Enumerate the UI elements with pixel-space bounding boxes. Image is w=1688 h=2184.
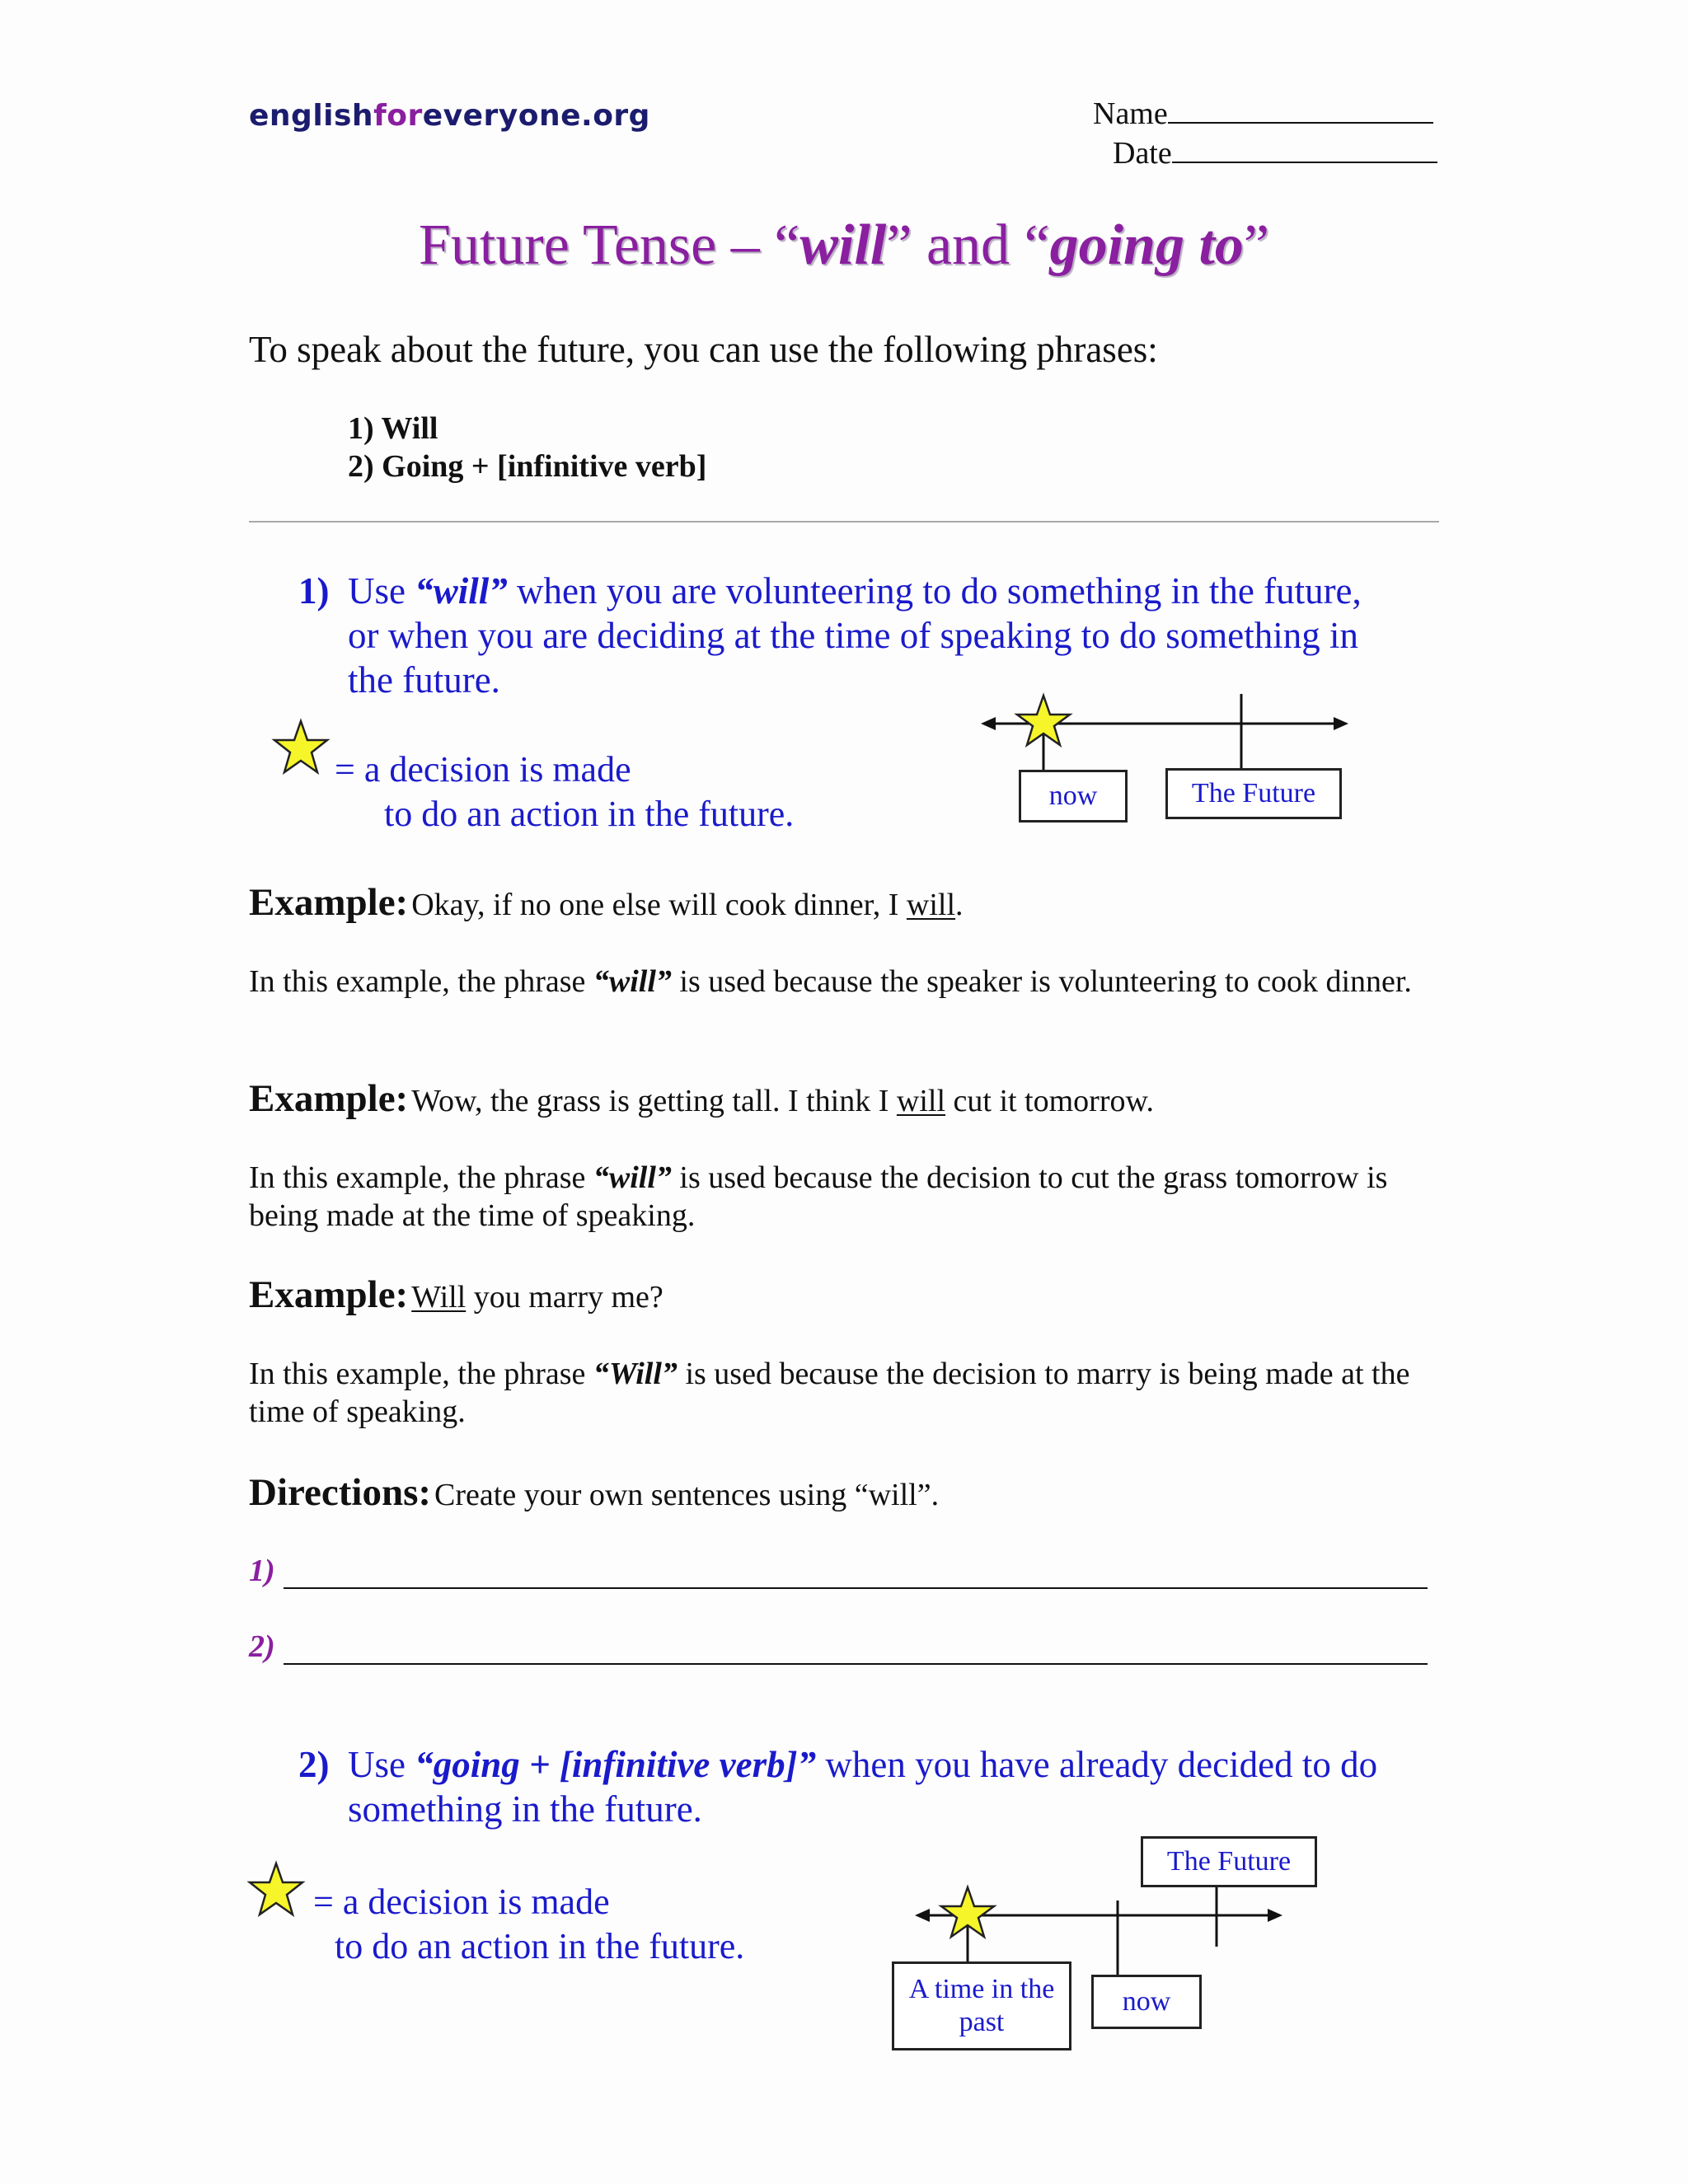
section2-rule-line2: something in the future. (348, 1788, 702, 1830)
section2-legend-line2: to do an action in the future. (335, 1926, 745, 1966)
answer-line-2[interactable] (284, 1663, 1428, 1665)
example-1-explanation: In this example, the phrase “will” is used because the speaker is volunteering to cook dinner. (249, 964, 1412, 999)
name-field[interactable] (1093, 96, 1433, 132)
divider (249, 521, 1439, 523)
date-field[interactable] (1113, 135, 1437, 171)
directions: Directions: Create your own sentences using “will”. (249, 1471, 940, 1514)
section1-rule-line3: the future. (348, 659, 500, 701)
timeline-box-now: now (1091, 1975, 1202, 2029)
date-blank[interactable] (1172, 137, 1437, 163)
timeline-box-now: now (1019, 770, 1128, 823)
intro-text: To speak about the future, you can use the following phrases: (249, 329, 1158, 370)
site-logo: englishforeveryone.org (249, 99, 650, 133)
section2-number: 2) (298, 1744, 330, 1785)
answer-number: 1) (249, 1554, 275, 1588)
section1-legend-line1: = a decision is made (335, 749, 631, 790)
example-3: Example: Will you marry me? (249, 1273, 663, 1316)
timeline-box-future: The Future (1165, 768, 1342, 819)
answer-number: 2) (249, 1629, 275, 1664)
section1-legend-line2: to do an action in the future. (384, 794, 795, 834)
section1-rule: Use “will” when you are volunteering to do something in the future, (348, 570, 1362, 612)
example-2: Example: Wow, the grass is getting tall. I think I will cut it tomorrow. (249, 1077, 1154, 1120)
answer-line-1[interactable] (284, 1587, 1428, 1589)
phrase-item: 1) Will (348, 411, 438, 446)
section1-number: 1) (298, 570, 330, 612)
name-blank[interactable] (1168, 97, 1433, 124)
date-label: Date (1113, 136, 1172, 171)
star-icon (272, 719, 330, 776)
name-label: Name (1093, 96, 1168, 131)
example-2-explanation: In this example, the phrase “will” is used because the decision to cut the grass tomorrow is being made at the time of speaking. (249, 1160, 1388, 1233)
phrase-item: 2) Going + [infinitive verb] (348, 449, 707, 484)
timeline-box-past: A time in the past (892, 1961, 1071, 2050)
timeline-box-future: The Future (1141, 1836, 1317, 1887)
section2-legend-line1: = a decision is made (313, 1882, 610, 1922)
example-3-explanation: In this example, the phrase “Will” is used because the decision to marry is being made at the time of speaking. (249, 1357, 1410, 1429)
star-icon (247, 1861, 305, 1919)
section2-rule: Use “going + [infinitive verb]” when you have already decided to do (348, 1744, 1378, 1785)
example-1: Example: Okay, if no one else will cook dinner, I will. (249, 881, 964, 924)
page-title: Future Tense – “will” and “going to” (419, 213, 1269, 277)
section1-rule-line2: or when you are deciding at the time of speaking to do something in (348, 615, 1358, 656)
